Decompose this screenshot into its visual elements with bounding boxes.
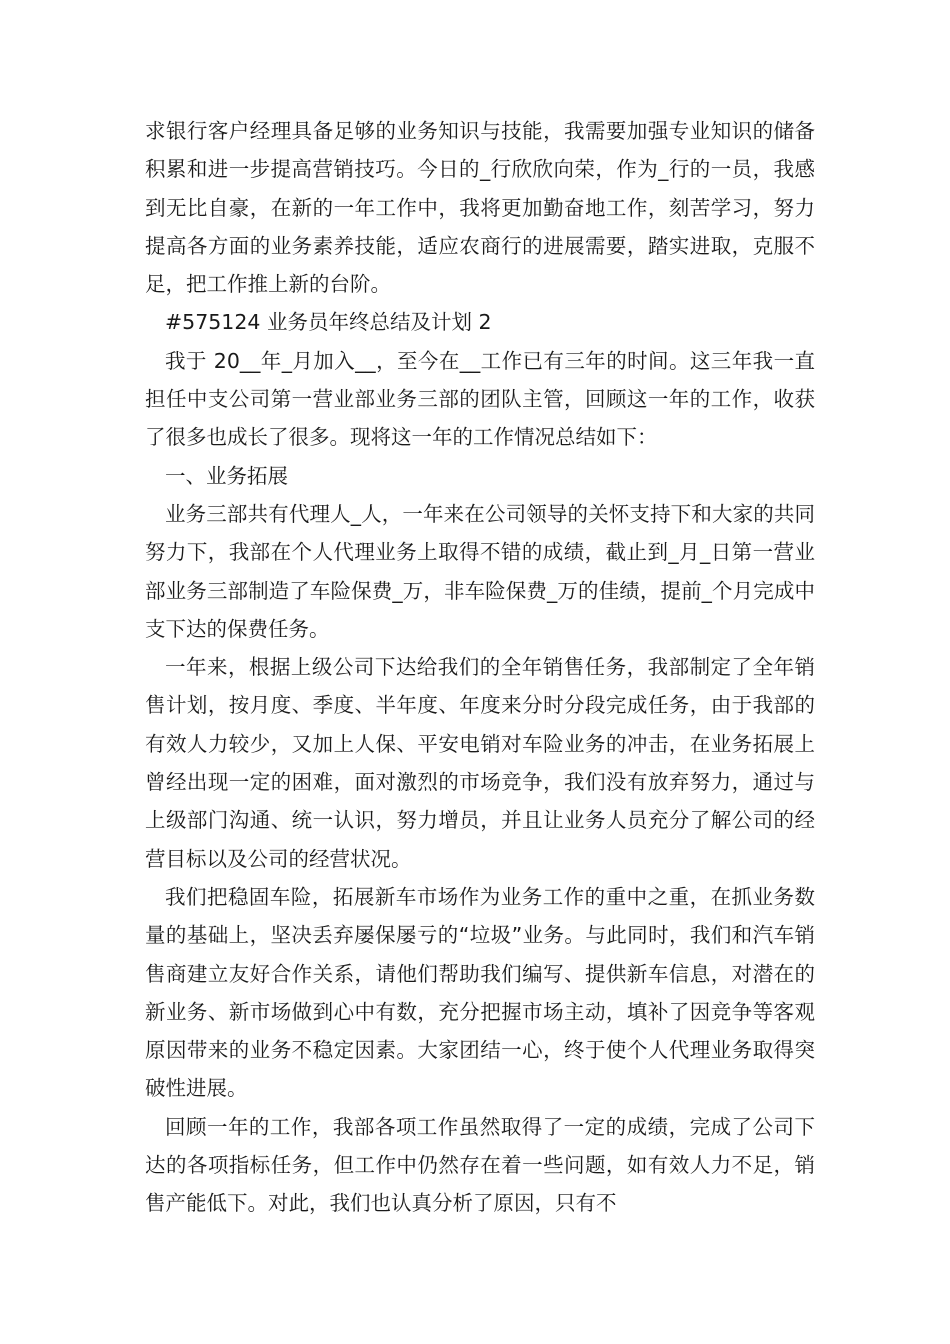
paragraph-1: 求银行客户经理具备足够的业务知识与技能，我需要加强专业知识的储备积累和进一步提高营销技巧。今日的_行欣欣向荣，作为_行的一员，我感到无比自豪，在新的一年工作中，我将更加勤奋地工作，刻苦学习，努力提高各方面的业务素养技能，适应农商行的进展需要，踏实进取，克服不足，把工作推上新的台阶。 bbox=[145, 119, 815, 297]
paragraph-sales-plan: 一年来，根据上级公司下达给我们的全年销售任务，我部制定了全年销售计划，按月度、季度、半年度、年度来分时分段完成任务，由于我部的有效人力较少，又加上人保、平安电销对车险业务的冲击，在业务拓展上曾经出现一定的困难，面对激烈的市场竞争，我们没有放弃努力，通过与上级部门沟通、统一认识，努力增员，并且让业务人员充分了解公司的经营目标以及公司的经营状况。 bbox=[145, 655, 815, 871]
paragraph-business-results: 业务三部共有代理人_人，一年来在公司领导的关怀支持下和大家的共同努力下，我部在个人代理业务上取得不错的成绩，截止到_月_日第一营业部业务三部制造了车险保费_万，非车险保费_万的佳绩，提前_个月完成中支下达的保费任务。 bbox=[145, 501, 815, 641]
section-heading-title: #575124 业务员年终总结及计划 2 bbox=[165, 310, 492, 335]
section-heading-business: 一、业务拓展 bbox=[165, 463, 288, 488]
paragraph-review: 回顾一年的工作，我部各项工作虽然取得了一定的成绩，完成了公司下达的各项指标任务，但工作中仍然存在着一些问题，如有效人力不足，销售产能低下。对此，我们也认真分析了原因，只有不 bbox=[145, 1114, 815, 1216]
document-body bbox=[145, 112, 815, 1223]
paragraph-intro: 我于 20__年_月加入__，至今在__工作已有三年的时间。这三年我一直担任中支公司第一营业部业务三部的团队主管，回顾这一年的工作，收获了很多也成长了很多。现将这一年的工作情况总结如下： bbox=[145, 348, 815, 450]
paragraph-new-car-market: 我们把稳固车险，拓展新车市场作为业务工作的重中之重，在抓业务数量的基础上，坚决丢弃屡保屡亏的“垃圾”业务。与此同时，我们和汽车销售商建立友好合作关系，请他们帮助我们编写、提供新车信息，对潜在的新业务、新市场做到心中有数，充分把握市场主动，填补了因竞争等客观原因带来的业务不稳定因素。大家团结一心，终于使个人代理业务取得突破性进展。 bbox=[145, 884, 815, 1101]
